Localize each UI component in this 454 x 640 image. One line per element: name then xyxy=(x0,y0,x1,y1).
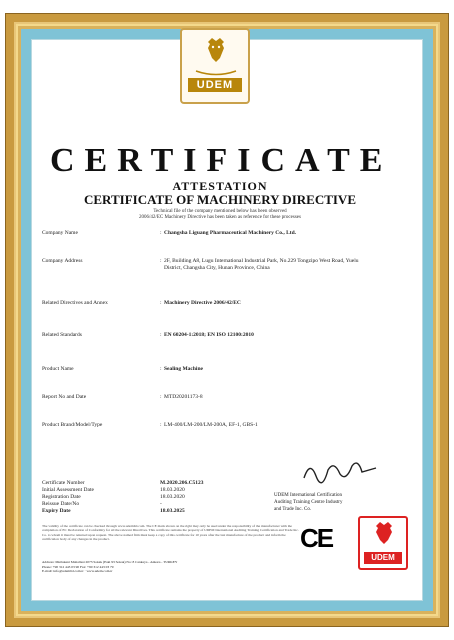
date-label: Reissue Date/No xyxy=(42,501,80,507)
field-colon: : xyxy=(160,332,162,338)
udem-logo xyxy=(180,28,250,104)
field-colon: : xyxy=(160,422,162,428)
intro-note xyxy=(60,209,380,221)
field-label: Product Brand/Model/Type xyxy=(42,422,103,428)
address-block xyxy=(42,560,322,574)
signature-line: Auditing Training Centre Industry xyxy=(274,500,343,505)
field-label: Company Address xyxy=(42,258,83,264)
date-label: Initial Assessment Date xyxy=(42,487,94,493)
attestation-heading: ATTESTATION xyxy=(172,179,268,193)
laurel-icon xyxy=(194,66,238,76)
date-value: 18.03.2020 xyxy=(160,487,185,493)
field-colon: : xyxy=(160,230,162,236)
logo-text: UDEM xyxy=(188,78,242,92)
certificate-title: CERTIFICATE xyxy=(50,142,393,179)
field-value: LM-400/LM-200/LM-200A, EF-1, GBS-1 xyxy=(164,422,258,428)
field-value: Machinery Directive 2006/42/EC xyxy=(164,300,241,306)
field-value: Sealing Machine xyxy=(164,366,203,372)
date-label: Certificate Number xyxy=(42,480,85,486)
field-value: Changsha Liguang Pharmaceutical Machinery Co., Ltd. xyxy=(164,230,297,236)
signature xyxy=(300,456,380,486)
signature-line: and Trade Inc. Co. xyxy=(274,507,312,512)
lion-icon xyxy=(204,38,228,64)
field-value: MTD20201173-8 xyxy=(164,394,203,400)
fine-print: The validity of the certificate can be checked through www.udemltd.com. The CE mark shown on the right may only be used under the responsibility of the manufacturer with the completion of EC Declaration of Conformity for all the relevant Directives. This certificate remains the property of UDEM International Auditing Training Certification and Trade Inc. Co. to whom it must be returned upon request. The above named firm must keep a copy of this certificate for 10 years after the last manufacture of the product and inform the certification body of any changes in the product. xyxy=(42,524,299,542)
field-value: 2F, Building A8, Lugu International Industrial Park, No.229 Tongzipo West Road, Yuelu District, Changsha City, Hunan Province, China xyxy=(164,258,359,271)
date-value: 18.03.2025 xyxy=(160,508,185,514)
date-value: - xyxy=(160,501,162,507)
signature-caption xyxy=(274,492,394,513)
field-colon: : xyxy=(160,300,162,306)
directive-heading: CERTIFICATE OF MACHINERY DIRECTIVE xyxy=(84,192,356,207)
field-label: Company Name xyxy=(42,230,78,236)
phone-line: Phone: +90 312 443 03 90 Fax: +90 312 443 03 79 xyxy=(42,564,114,569)
udem-stamp xyxy=(358,516,408,570)
date-value: M.2020.206.C5123 xyxy=(160,480,204,486)
intro-note-line: 2006/42/EC Machinery Directive has been taken as reference for these processes xyxy=(139,215,301,220)
field-colon: : xyxy=(160,394,162,400)
field-label: Related Directives and Annex xyxy=(42,300,108,306)
date-label: Expiry Date xyxy=(42,508,71,514)
stamp-text: UDEM xyxy=(364,552,402,564)
field-colon: : xyxy=(160,258,162,264)
field-value: EN 60204-1:2018; EN ISO 12100:2010 xyxy=(164,332,254,338)
field-colon: : xyxy=(160,366,162,372)
address-line: Address: Mutlukent Mahallesi 2073 Sokak (Eski 93 Sokak) No: 8 Cankaya - Ankara - TURKEY xyxy=(42,560,178,564)
ce-mark: CE xyxy=(300,523,333,553)
intro-note-line: Technical file of the company mentioned below has been observed xyxy=(153,209,287,214)
field-label: Related Standards xyxy=(42,332,82,338)
signature-line: UDEM International Certification xyxy=(274,493,343,498)
field-label: Report No and Date xyxy=(42,394,87,400)
field-label: Product Name xyxy=(42,366,74,372)
lion-icon xyxy=(373,522,395,544)
date-value: 18.03.2020 xyxy=(160,494,185,500)
email-line: E-mail: info@udemltd.com.tr · www.udem.com.tr xyxy=(42,569,113,574)
date-label: Registration Date xyxy=(42,494,81,500)
